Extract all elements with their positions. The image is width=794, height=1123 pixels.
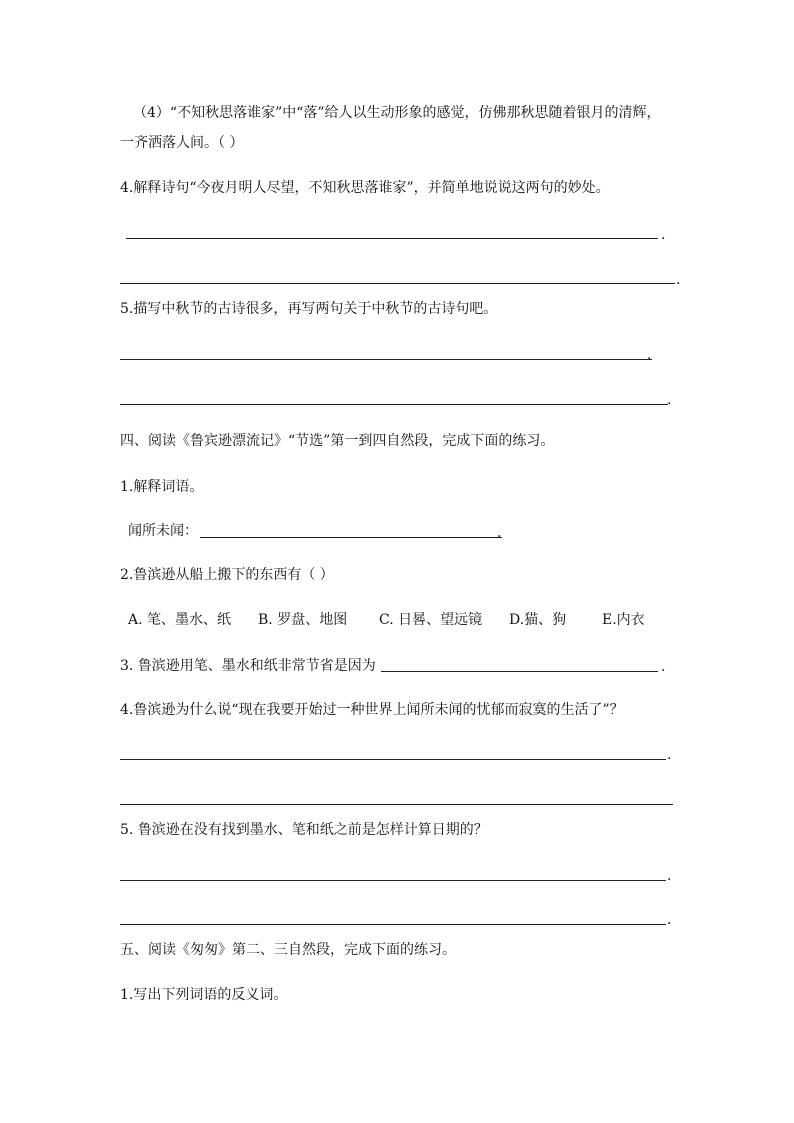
option-b[interactable]: B. 罗盘、地图 (258, 612, 348, 628)
period-mark: . (667, 912, 672, 928)
answer-line[interactable] (120, 283, 675, 284)
word-to-explain: 闻所未闻： (128, 523, 198, 539)
option-a[interactable]: A. 笔、墨水、纸 (128, 612, 232, 628)
item-4-statement-line2: 一齐洒落人间。（ ） (120, 135, 244, 151)
section-4-question-4: 4.鲁滨逊为什么说“现在我要开始过一种世界上闻所未闻的忧郁而寂寞的生活了”？ (120, 702, 624, 718)
answer-line[interactable] (120, 804, 673, 805)
section-4-title: 四、阅读《鲁宾逊漂流记》“节选”第一到四自然段，完成下面的练习。 (120, 433, 555, 449)
option-e[interactable]: E.内衣 (602, 612, 645, 628)
answer-line[interactable] (200, 537, 502, 538)
period-mark: . (497, 525, 502, 541)
option-d[interactable]: D.猫、狗 (509, 612, 567, 628)
answer-line[interactable] (381, 671, 658, 672)
section-4-question-5: 5. 鲁滨逊在没有找到墨水、笔和纸之前是怎样计算日期的？ (120, 822, 488, 838)
answer-line[interactable] (120, 880, 666, 881)
answer-line[interactable] (120, 924, 666, 925)
period-mark: . (667, 868, 672, 884)
period-mark: . (667, 392, 672, 408)
period-mark: . (661, 227, 666, 243)
period-mark: . (667, 747, 672, 763)
answer-line[interactable] (126, 238, 658, 239)
section-5-title: 五、阅读《匆匆》第二、三自然段，完成下面的练习。 (120, 942, 456, 958)
section-4-question-1: 1.解释词语。 (120, 479, 204, 495)
question-4: 4.解释诗句“今夜月明人尽望，不知秋思落谁家”，并简单地说说这两句的妙处。 (120, 180, 610, 196)
section-4-question-2: 2.鲁滨逊从船上搬下的东西有（ ） (120, 567, 334, 583)
section-5-question-1: 1.写出下列词语的反义词。 (120, 987, 288, 1003)
question-5: 5.描写中秋节的古诗很多，再写两句关于中秋节的古诗句吧。 (120, 301, 498, 317)
answer-line[interactable] (120, 359, 652, 360)
option-c[interactable]: C. 日晷、望远镜 (379, 612, 483, 628)
period-mark: . (676, 272, 681, 288)
period-mark: . (661, 659, 666, 675)
section-4-question-3: 3. 鲁滨逊用笔、墨水和纸非常节省是因为 (120, 658, 376, 674)
answer-line[interactable] (120, 759, 666, 760)
item-4-statement-line1: （4）“不知秋思落谁家”中“落”给人以生动形象的感觉，仿佛那秋思随着银月的清辉， (133, 105, 661, 121)
answer-line[interactable] (120, 404, 668, 405)
period-mark: . (647, 347, 652, 363)
